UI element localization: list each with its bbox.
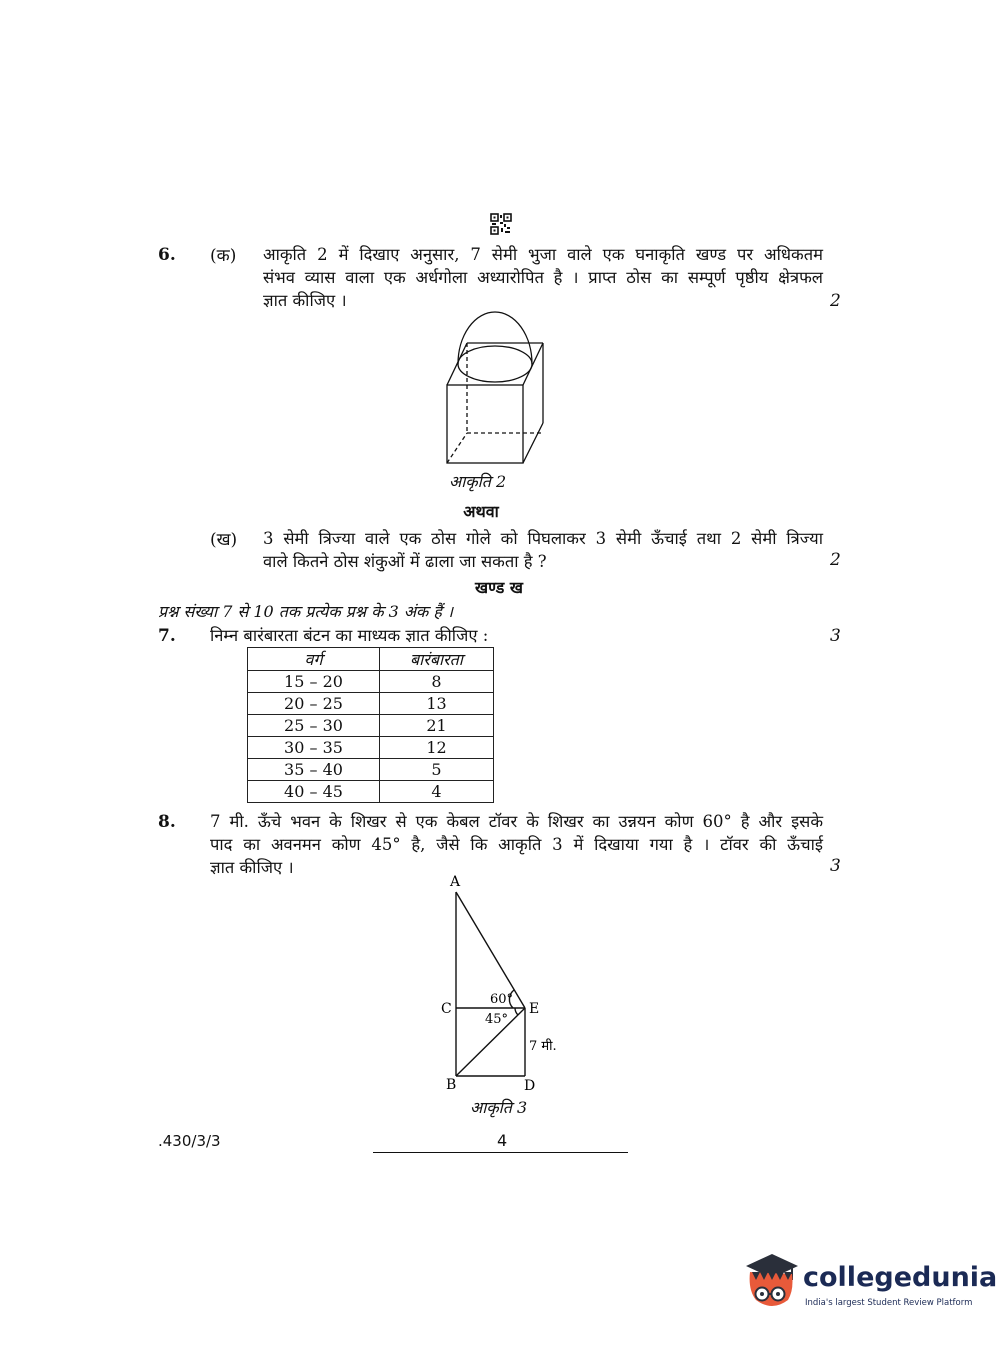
question-6b-line-2: वाले कितने ठोस शंकुओं में ढाला जा सकता है ? (263, 552, 547, 571)
question-8-line-2: पाद का अवनमन कोण 45° है, जैसे कि आकृति 3 में दिखाया गया है । टॉवर की ऊँचाई (210, 835, 823, 854)
table-cell: 5 (380, 759, 494, 781)
footer-rule (373, 1152, 628, 1153)
page-number: 4 (497, 1131, 508, 1150)
question-6a-line-1: आकृति 2 में दिखाए अनुसार, 7 सेमी भुजा वाले एक घनाकृति खण्ड पर अधिकतम (263, 245, 823, 264)
point-label-b: B (446, 1077, 457, 1093)
figure-2-caption: आकृति 2 (449, 472, 507, 491)
height-label: 7 मी. (529, 1039, 557, 1054)
angle-label-45: 45° (485, 1012, 509, 1027)
figure-2-cube-hemisphere (440, 305, 560, 470)
table-cell: 25 – 30 (248, 715, 380, 737)
question-6-part-a-label: (क) (210, 246, 237, 266)
table-cell: 15 – 20 (248, 671, 380, 693)
section-title: खण्ड ख (475, 578, 523, 597)
question-6-part-b-label: (ख) (210, 530, 238, 550)
table-header-frequency: बारंबारता (380, 648, 494, 671)
line-of-sight-ae (456, 892, 525, 1008)
question-7-text: निम्न बारंबारता बंटन का माध्यक ज्ञात कीजिए : (210, 626, 489, 645)
point-label-d: D (524, 1078, 536, 1094)
collegedunia-mascot-icon (742, 1250, 800, 1312)
table-cell: 8 (380, 671, 494, 693)
section-instruction: प्रश्न संख्या 7 से 10 तक प्रत्येक प्रश्न के 3 अंक हैं । (158, 602, 454, 621)
table-cell: 4 (380, 781, 494, 803)
table-row (248, 715, 494, 737)
figure-3-caption: आकृति 3 (470, 1098, 528, 1117)
paper-code: .430/3/3 (158, 1132, 221, 1150)
table-row (248, 781, 494, 803)
question-6-number: 6. (158, 245, 176, 265)
table-cell: 20 – 25 (248, 693, 380, 715)
question-8-marks: 3 (830, 856, 841, 876)
brand-tagline: India's largest Student Review Platform (805, 1298, 973, 1308)
table-row (248, 671, 494, 693)
table-cell: 30 – 35 (248, 737, 380, 759)
question-6a-line-2: संभव व्यास वाला एक अर्धगोला अध्यारोपित है । प्राप्त ठोस का सम्पूर्ण पृष्ठीय क्षेत्रफल (263, 268, 823, 287)
angle-arc-45 (515, 1008, 518, 1015)
question-8-number: 8. (158, 812, 176, 832)
question-6-part-b-text (263, 527, 823, 573)
table-cell: 12 (380, 737, 494, 759)
question-7-marks: 3 (830, 626, 841, 646)
table-header-row (248, 648, 494, 671)
table-row (248, 759, 494, 781)
table-cell: 35 – 40 (248, 759, 380, 781)
question-6a-line-3: ज्ञात कीजिए । (263, 291, 347, 310)
table-row (248, 693, 494, 715)
table-header-class: वर्ग (248, 648, 380, 671)
question-6b-line-1: 3 सेमी त्रिज्या वाले एक ठोस गोले को पिघलाकर 3 सेमी ऊँचाई तथा 2 सेमी त्रिज्या (263, 529, 823, 548)
table-cell: 13 (380, 693, 494, 715)
table-row (248, 737, 494, 759)
question-8-text (210, 810, 823, 879)
angle-label-60: 60° (490, 992, 514, 1007)
point-label-a: A (450, 874, 461, 890)
qr-code-icon (490, 213, 512, 235)
question-6-part-a-text (263, 243, 823, 312)
or-label: अथवा (463, 502, 499, 521)
question-6b-marks: 2 (830, 550, 841, 570)
question-8-line-1: 7 मी. ऊँचे भवन के शिखर से एक केबल टॉवर के शिखर का उन्नयन कोण 60° है और इसके (210, 812, 823, 831)
table-cell: 21 (380, 715, 494, 737)
question-7-number: 7. (158, 626, 176, 646)
question-6a-marks: 2 (830, 291, 841, 311)
brand-name: collegedunia (803, 1262, 998, 1293)
figure-3-tower-diagram (430, 870, 570, 1095)
point-label-c: C (441, 1001, 452, 1017)
question-8-line-3: ज्ञात कीजिए । (210, 858, 294, 877)
table-cell: 40 – 45 (248, 781, 380, 803)
frequency-table (247, 647, 494, 803)
point-label-e: E (529, 1001, 540, 1017)
